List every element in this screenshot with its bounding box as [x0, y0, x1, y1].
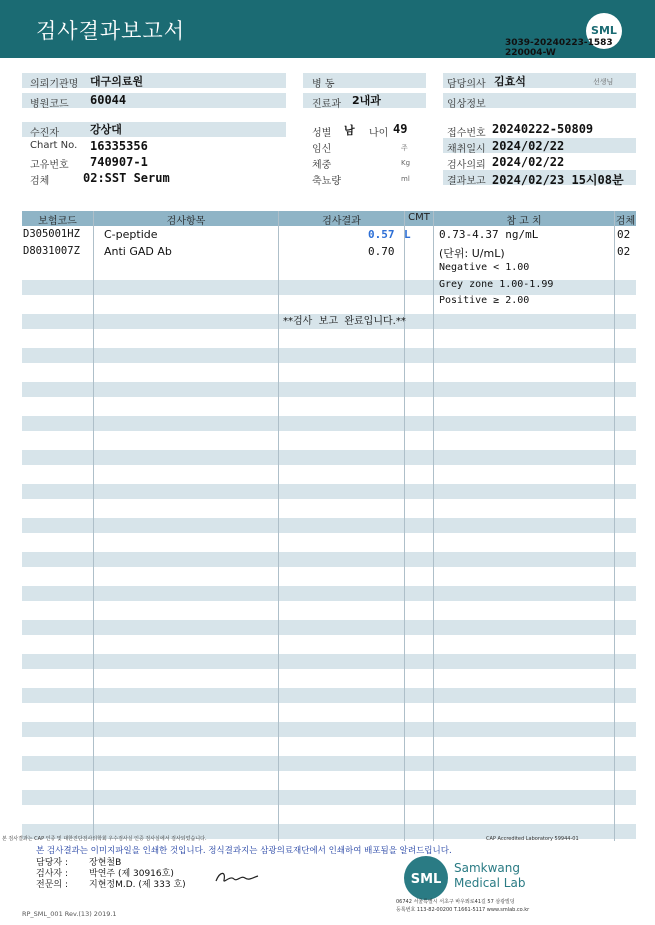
urine-unit: ml — [401, 175, 410, 183]
column-header-cmt: CMT — [408, 212, 430, 223]
chart-label: Chart No. — [30, 140, 78, 151]
ward-label: 병 동 — [312, 79, 335, 90]
table-row-stripe — [22, 620, 636, 635]
table-row-item: C-peptide — [104, 228, 158, 241]
column-header-code: 보험코드 — [38, 216, 77, 227]
sml-logo-text: SML — [591, 24, 617, 37]
cap-accreditation: CAP Accredited Laboratory 59944-01 — [486, 836, 579, 842]
column-header-specimen: 검체 — [615, 216, 636, 227]
company-contact: 등록번호 113-82-00200 T.1661-5117 www.smlab.co.kr — [396, 907, 530, 913]
specimen-value: 02:SST Serum — [83, 171, 170, 185]
table-row-stripe — [22, 790, 636, 805]
sex-value: 남 — [344, 124, 355, 137]
receipt-label: 접수번호 — [447, 128, 486, 139]
table-row-stripe — [22, 586, 636, 601]
table-row-stripe — [22, 654, 636, 669]
company-address: 06742 서울특별시 서초구 바우뫼로41길 57 삼광빌딩 — [396, 899, 515, 905]
table-row-code: D305001HZ — [23, 228, 80, 240]
reference-positive: Positive ≥ 2.00 — [439, 295, 530, 306]
collected-value: 2024/02/22 — [492, 139, 565, 153]
form-number: RP_SML_001 Rev.(13) 2019.1 — [22, 910, 117, 918]
specialist-value: 지현정M.D. (제 333 호) — [89, 880, 186, 890]
table-row-stripe — [22, 416, 636, 431]
requested-value: 2024/02/22 — [492, 155, 565, 169]
clinical-label: 임상정보 — [447, 99, 486, 110]
column-divider — [93, 211, 94, 841]
table-row-stripe — [22, 552, 636, 567]
table-row-stripe — [22, 518, 636, 533]
company-name-line2: Medical Lab — [454, 876, 526, 890]
column-divider — [433, 211, 434, 841]
hospital-code-label: 병원코드 — [30, 99, 69, 110]
table-row-reference: (단위: U/mL) — [439, 247, 505, 260]
print-disclaimer: 본 검사결과는 이미지파일을 인쇄한 것입니다. 정식결과지는 삼광의료재단에서 인쇄하여 배포됨을 알려드립니다. — [36, 846, 452, 856]
table-row-specimen: 02 — [617, 228, 631, 241]
specimen-label: 검체 — [30, 176, 50, 187]
tester-label: 검사자 : — [36, 869, 68, 879]
manager-label: 담당자 : — [36, 858, 68, 868]
receipt-value: 20240222-50809 — [492, 122, 594, 136]
table-row-stripe — [22, 484, 636, 499]
column-header-reference: 참 고 치 — [506, 216, 542, 227]
patient-label: 수진자 — [30, 128, 59, 139]
age-value: 49 — [393, 122, 408, 136]
physician-label: 담당의사 — [447, 79, 486, 90]
dept-value: 2내과 — [352, 94, 381, 107]
column-divider — [614, 211, 615, 841]
manager-value: 장현철B — [89, 858, 122, 868]
reference-grey-zone: Grey zone 1.00-1.99 — [439, 279, 554, 290]
column-header-result: 검사결과 — [322, 216, 361, 227]
weight-unit: Kg — [401, 159, 411, 167]
table-row-reference: 0.73-4.37 ng/mL — [439, 228, 539, 241]
collected-label: 채취일시 — [447, 144, 486, 155]
accreditation-note: 본 검사결과는 CAP 인증 및 대한진단검사의학회 우수검사실 인증 검사실에서 검사되었습니다. — [2, 836, 207, 842]
specialist-label: 전문의 : — [36, 880, 68, 890]
id-label: 고유번호 — [30, 160, 69, 171]
table-row-stripe — [22, 450, 636, 465]
physician-value: 김효석 — [494, 75, 526, 88]
reference-negative: Negative < 1.00 — [439, 262, 530, 273]
id-value: 740907-1 — [90, 155, 148, 169]
sml-footer-logo-text: SML — [410, 872, 442, 887]
reported-value: 2024/02/23 15시08분 — [492, 173, 624, 187]
patient-value: 강상대 — [90, 123, 122, 136]
column-divider — [278, 211, 279, 841]
sex-label: 성별 — [312, 128, 332, 139]
dept-label: 진료과 — [312, 99, 341, 110]
column-divider — [404, 211, 405, 841]
table-row-stripe — [22, 382, 636, 397]
requester-value: 대구의료원 — [90, 75, 144, 88]
table-row-result: 0.70 — [368, 245, 395, 258]
table-row-stripe — [22, 722, 636, 737]
requester-label: 의뢰기관명 — [30, 79, 79, 90]
document-number: 3039-20240223-1583 — [505, 38, 613, 48]
physician-suffix: 선생님 — [593, 78, 614, 86]
table-row-item: Anti GAD Ab — [104, 245, 172, 258]
pregnancy-unit: 주 — [401, 144, 408, 152]
completion-note: **검사 보고 완료입니다.** — [283, 316, 406, 327]
signature-icon — [214, 868, 260, 886]
document-number-suffix: 220004-W — [505, 48, 556, 58]
tester-value: 박연주 (제 30916호) — [89, 869, 174, 879]
table-row-stripe — [22, 348, 636, 363]
pregnancy-label: 임신 — [312, 144, 332, 155]
age-label: 나이 — [369, 128, 389, 139]
reported-label: 결과보고 — [447, 176, 486, 187]
column-header-item: 검사항목 — [166, 216, 206, 227]
chart-value: 16335356 — [90, 139, 148, 153]
table-row-result: 0.57 — [368, 228, 395, 241]
weight-label: 체중 — [312, 160, 332, 171]
table-row-specimen: 02 — [617, 245, 631, 258]
urine-label: 축뇨량 — [312, 176, 341, 187]
table-row-flag: L — [404, 228, 411, 241]
table-row-code: D8031007Z — [23, 245, 80, 257]
hospital-code-value: 60044 — [90, 93, 127, 107]
company-name-line1: Samkwang — [454, 861, 520, 875]
table-row-stripe — [22, 688, 636, 703]
table-row-stripe — [22, 756, 636, 771]
requested-label: 검사의뢰 — [447, 160, 486, 171]
report-title: 검사결과보고서 — [36, 19, 186, 43]
